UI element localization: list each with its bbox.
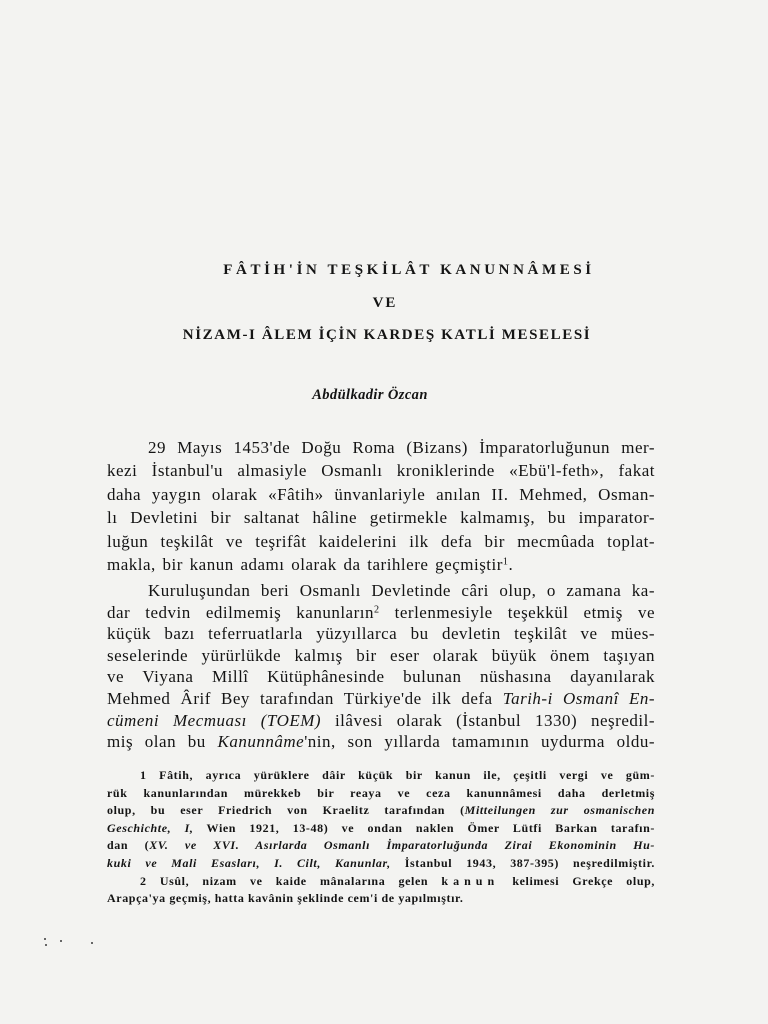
scan-speck	[91, 942, 93, 944]
scan-speck	[44, 938, 46, 940]
text-run: 29 Mayıs 1453'de Doğu Roma (Bizans) İmparatorluğunun mer-	[148, 438, 655, 457]
title-line-1: FÂTİH'İN TEŞKİLÂT KANUNNÂMESİ	[223, 262, 595, 278]
text-run: ilâvesi olarak (İstanbul 1330) neşredil-	[321, 710, 655, 730]
text-run: miş olan bu	[107, 732, 218, 752]
text-line	[107, 688, 655, 710]
footnote-line	[107, 785, 655, 803]
spaced-text: kanun	[441, 873, 500, 888]
text-run: İstanbul 1943, 387-395) neşredilmiştir.	[390, 855, 655, 870]
body-paragraph	[107, 436, 655, 576]
footnote-line	[107, 820, 655, 838]
text-run: Wien 1921, 13-48) ve ondan naklen Ömer Lütfi Barkan tarafın-	[193, 820, 655, 835]
text-line	[107, 506, 655, 529]
text-run: dan (	[107, 838, 150, 853]
scan-speck	[60, 940, 62, 942]
text-line	[107, 483, 655, 506]
text-line	[107, 602, 655, 624]
text-run: Arapça'ya geçmiş, hatta kavânin şeklinde cem'i de yapılmıştır.	[107, 891, 464, 906]
italic-text: Tarih-i Osmanî En-	[502, 688, 655, 708]
text-run: Kuruluşundan beri Osmanlı Devletinde câri olup, o zamana ka-	[148, 581, 655, 600]
text-line	[107, 436, 655, 459]
text-run: lı Devletini bir saltanat hâline getirmekle kalmamış, bu imparator-	[107, 508, 655, 528]
footnote-ref: 1	[502, 556, 509, 568]
italic-text: cümeni Mecmuası (TOEM)	[107, 710, 322, 730]
footnote-line	[107, 837, 655, 855]
title-line-3: NİZAM-I ÂLEM İÇİN KARDEŞ KATLİ MESELESİ	[182, 327, 592, 343]
text-line	[107, 645, 655, 667]
text-run: rük kanunlarından mürekkeb bir reaya ve ceza kanunnâmesi daha derletmiş	[107, 785, 655, 800]
text-run: kelimesi Grekçe olup,	[499, 873, 655, 888]
title-line-2: VE	[372, 295, 398, 311]
footnote-line	[107, 802, 655, 820]
text-run: olup, bu eser Friedrich von Kraelitz tarafından (	[107, 803, 465, 818]
footnote-number: 1	[140, 768, 147, 782]
author-name: Abdülkadir Özcan	[312, 387, 428, 403]
text-run: ve Viyana Millî Kütüphânesinde bulunan nüshasına dayanılarak	[107, 667, 655, 687]
body-paragraph	[107, 580, 655, 753]
text-run: küçük bazı teferruatlarla yüzyıllarca bu devletin teşkilât ve mües-	[107, 624, 655, 644]
footnote-line	[107, 855, 655, 873]
text-run: terlenmesiyle teşekkül etmiş ve	[379, 602, 655, 622]
footnote-number: 2	[140, 873, 147, 888]
footnote-ref: 2	[373, 603, 380, 615]
text-run: luğun teşkilât ve teşrifât kaidelerini ilk defa bir mecmûada toplat-	[107, 531, 655, 551]
text-run: .	[508, 554, 514, 574]
text-run: Fâtih, ayrıca yürüklere dâir küçük bir kanun ile, çeşitli vergi ve güm-	[159, 768, 655, 782]
italic-text: XV. ve XVI. Asırlarda Osmanlı İmparatorluğunda Zirai Ekonominin Hu-	[149, 838, 655, 853]
text-run: dar tedvin edilmemiş kanunların	[107, 602, 374, 622]
italic-text: kuki ve Mali Esasları, I. Cilt, Kanunlar,	[107, 855, 391, 870]
footnote	[107, 873, 655, 908]
text-run: Mehmed Ârif Bey tarafından Türkiye'de ilk defa	[107, 688, 503, 708]
text-line	[107, 623, 655, 645]
footnote-line	[107, 873, 655, 891]
text-line	[107, 731, 655, 753]
text-line	[107, 553, 655, 576]
text-run: makla, bir kanun adamı olarak da tarihlere geçmiştir	[107, 554, 503, 574]
italic-text: Mitteilungen zur osmanischen	[464, 803, 655, 818]
text-line	[107, 710, 655, 732]
text-line	[107, 530, 655, 553]
text-run: 'nin, son yıllarda tamamının uydurma oldu-	[304, 732, 655, 752]
text-line	[107, 666, 655, 688]
italic-text: Kanunnâme	[217, 732, 305, 752]
text-run: seselerinde yürürlükde kalmış bir eser olarak büyük önem taşıyan	[107, 645, 655, 665]
italic-text: Geschichte, I,	[107, 820, 194, 835]
text-run: Usûl, nizam ve kaide mânalarına gelen	[159, 873, 442, 888]
text-run: daha yaygın olarak «Fâtih» ünvanlariyle anılan II. Mehmed, Osman-	[107, 484, 655, 504]
text-line	[107, 459, 655, 482]
text-line	[107, 580, 655, 602]
footnote-line	[107, 890, 655, 908]
scan-speck	[45, 944, 47, 946]
footnote	[107, 767, 655, 873]
text-run: kezi İstanbul'u almasiyle Osmanlı kroniklerinde «Ebü'l-feth», fakat	[107, 461, 655, 481]
footnote-line	[107, 767, 655, 785]
